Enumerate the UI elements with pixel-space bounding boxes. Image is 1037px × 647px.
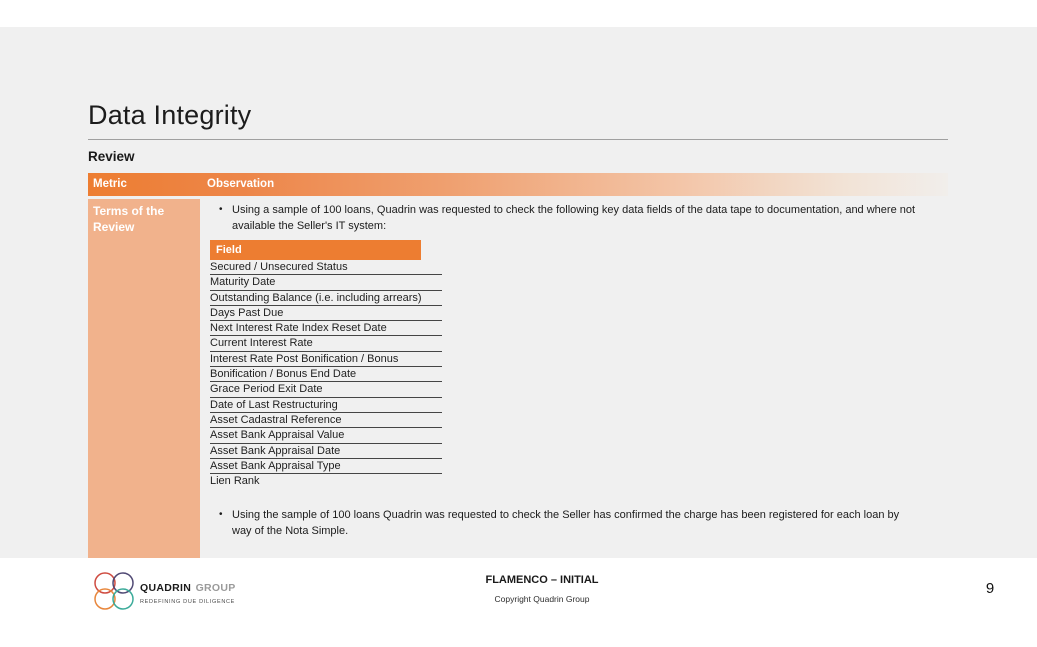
observation-bullet-2-text: Using the sample of 100 loans Quadrin was requested to check the Seller has confirmed the charge has been registered for each loan by way of the Nota Simple. (232, 509, 900, 538)
review-table-header (88, 173, 948, 196)
field-row: Asset Bank Appraisal Date (210, 444, 442, 459)
observation-bullet-1 (207, 202, 932, 234)
copyright-text: Copyright Quadrin Group (494, 594, 590, 604)
field-row: Bonification / Bonus End Date (210, 367, 442, 382)
logo-tagline: REDEFINING DUE DILIGENCE (140, 599, 236, 605)
field-row: Outstanding Balance (i.e. including arrears) (210, 291, 442, 306)
logo-text (140, 578, 236, 605)
title-divider (88, 139, 948, 140)
page-number: 9 (985, 580, 995, 597)
observation-bullet-2 (207, 507, 932, 539)
field-table (210, 240, 442, 489)
logo-name: QUADRIN (140, 582, 192, 594)
quadrin-group-logo (92, 570, 242, 616)
field-row: Current Interest Rate (210, 336, 442, 351)
slide-footer (0, 558, 1037, 647)
field-row: Grace Period Exit Date (210, 382, 442, 397)
observation-bullet-1-text: Using a sample of 100 loans, Quadrin was requested to check the following key data fields of the data tape to documentation, and where not available the Seller's IT system: (232, 204, 916, 232)
field-row: Asset Bank Appraisal Value (210, 428, 442, 443)
field-table-header: Field (210, 240, 421, 260)
bullet-icon: • (219, 509, 223, 521)
observation-column-header: Observation (207, 178, 275, 190)
footer-center (392, 574, 692, 604)
field-row: Interest Rate Post Bonification / Bonus (210, 352, 442, 367)
field-row: Maturity Date (210, 275, 442, 290)
metric-cell: Terms of the Review (88, 199, 200, 558)
bullet-icon: • (219, 204, 223, 215)
field-row: Date of Last Restructuring (210, 398, 442, 413)
metric-column-header: Metric (93, 178, 127, 190)
page-title: Data Integrity (88, 100, 252, 130)
field-rows (210, 260, 442, 489)
section-heading: Review (88, 149, 135, 164)
field-row: Days Past Due (210, 306, 442, 321)
logo-suffix: GROUP (195, 582, 236, 594)
observation-cell (207, 199, 932, 558)
logo-circles-icon (92, 570, 138, 612)
field-row: Secured / Unsecured Status (210, 260, 442, 275)
field-row: Asset Bank Appraisal Type (210, 459, 442, 474)
field-row: Asset Cadastral Reference (210, 413, 442, 428)
document-title: FLAMENCO – INITIAL (485, 574, 599, 586)
field-row: Lien Rank (210, 475, 260, 488)
field-row: Next Interest Rate Index Reset Date (210, 321, 442, 336)
